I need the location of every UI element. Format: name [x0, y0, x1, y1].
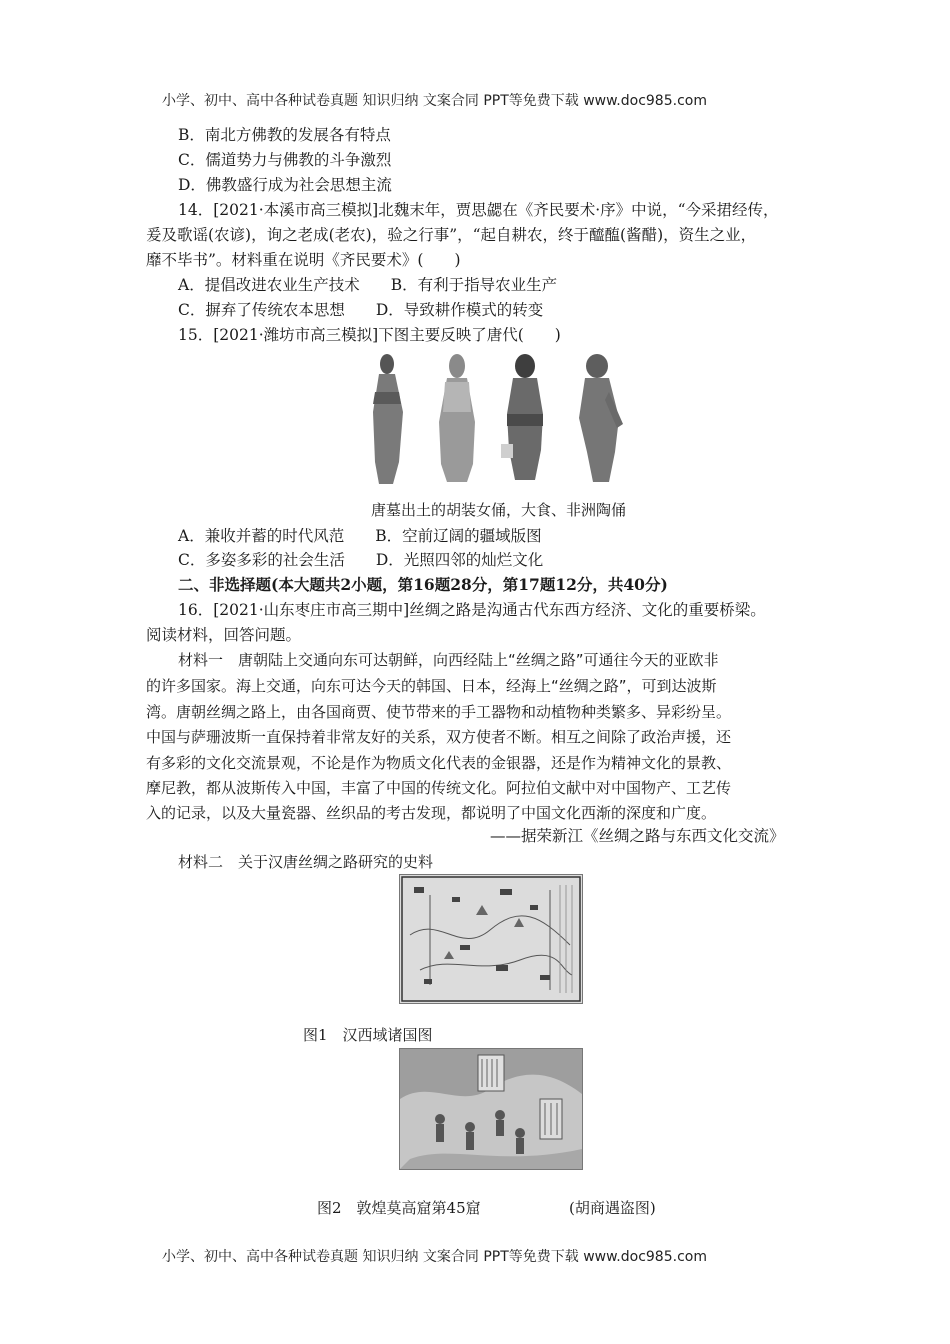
material1-line-4: 中国与萨珊波斯一直保持着非常友好的关系，双方使者不断。相互之间除了政治声援，还: [146, 728, 732, 746]
material1-line-6: 摩尼教，都从波斯传入中国，丰富了中国的传统文化。阿拉伯文献中对中国物产、工艺传: [146, 779, 732, 797]
q14-options-cd: C．摒弃了传统农本思想 D．导致耕作模式的转变: [178, 301, 544, 319]
material1-line-3: 湾。唐朝丝绸之路上，由各国商贾、使节带来的手工器物和动植物种类繁多、异彩纷呈。: [146, 703, 732, 721]
q15-stem: 15．[2021·潍坊市高三模拟]下图主要反映了唐代( ): [178, 326, 561, 344]
q16-stem-line-2: 阅读材料，回答问题。: [146, 626, 302, 644]
q15-options-ab: A．兼收并蓄的时代风范 B．空前辽阔的疆域版图: [178, 527, 542, 545]
figure1-map: [399, 874, 583, 1004]
material1-line-2: 的许多国家。海上交通，向东可达今天的韩国、日本，经海上“丝绸之路”，可到达波斯: [146, 677, 717, 695]
material1-line-1: 材料一 唐朝陆上交通向东可达朝鲜，向西经陆上“丝绸之路”可通往今天的亚欧非: [178, 651, 719, 669]
q15-image-caption: 唐墓出土的胡装女俑，大食、非洲陶俑: [371, 501, 627, 519]
figurines-photo: [357, 352, 635, 490]
q13-option-d: D．佛教盛行成为社会思想主流: [178, 176, 392, 194]
mural-illustration: [400, 1049, 582, 1169]
q14-stem-line-2: 爰及歌谣(农谚)，询之老成(老农)，验之行事”，“起自耕农，终于醯醢(酱醋)，资生之业，: [146, 226, 757, 244]
q14-options-ab: A．提倡改进农业生产技术 B．有利于指导农业生产: [178, 276, 558, 294]
page-header: 小学、初中、高中各种试卷真题 知识归纳 文案合同 PPT等免费下载 www.doc985.com: [162, 93, 707, 109]
material1-line-5: 有多彩的文化交流景观，不论是作为物质文化代表的金银器，还是作为精神文化的景教、: [146, 754, 732, 772]
section-title: 二、非选择题(本大题共2小题，第16题28分，第17题12分，共40分): [178, 575, 668, 594]
q15-options-cd: C．多姿多彩的社会生活 D．光照四邻的灿烂文化: [178, 551, 544, 569]
q14-stem-line-1: 14．[2021·本溪市高三模拟]北魏末年，贾思勰在《齐民要术·序》中说，“今采捃经传，: [178, 201, 779, 219]
q13-option-c: C．儒道势力与佛教的斗争激烈: [178, 151, 392, 169]
figure2-caption: 图2 敦煌莫高窟第45窟: [317, 1199, 481, 1217]
q14-stem-line-3: 靡不毕书”。材料重在说明《齐民要术》( ): [146, 251, 461, 269]
figure2-note: (胡商遇盗图): [569, 1199, 656, 1217]
material1-source: ——据荣新江《丝绸之路与东西文化交流》: [490, 827, 785, 845]
q13-option-b: B．南北方佛教的发展各有特点: [178, 126, 391, 144]
figurines-illustration: [357, 352, 635, 490]
page-footer: 小学、初中、高中各种试卷真题 知识归纳 文案合同 PPT等免费下载 www.doc985.com: [162, 1249, 707, 1265]
figure2-mural: [399, 1048, 583, 1170]
q16-stem-line-1: 16．[2021·山东枣庄市高三期中]丝绸之路是沟通古代东西方经济、文化的重要桥梁。: [178, 601, 766, 619]
figure1-caption: 图1 汉西域诸国图: [303, 1026, 433, 1044]
material2-title: 材料二 关于汉唐丝绸之路研究的史料: [178, 853, 434, 871]
map-illustration: [400, 875, 582, 1003]
material1-line-7: 入的记录，以及大量瓷器、丝织品的考古发现，都说明了中国文化西渐的深度和广度。: [146, 804, 717, 822]
